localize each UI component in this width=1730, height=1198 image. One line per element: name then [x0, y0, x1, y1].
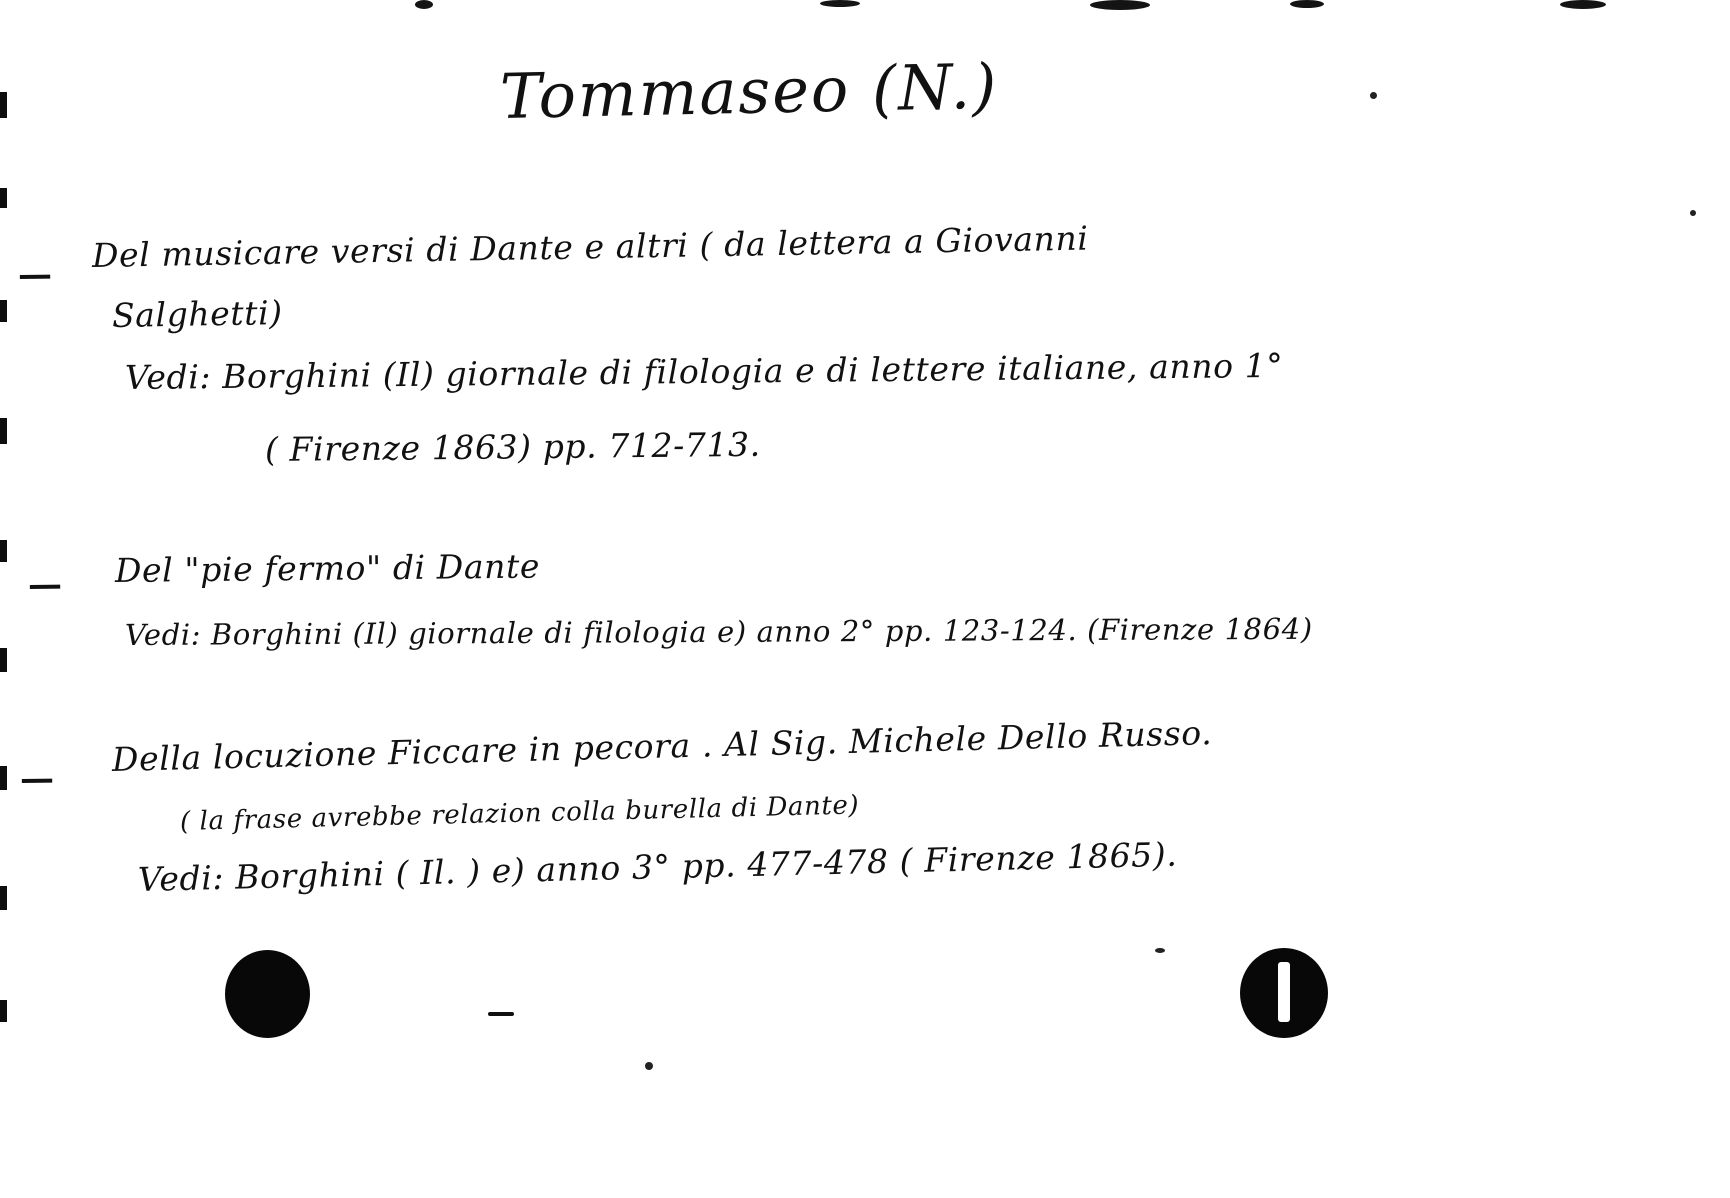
scan-edge-tick [0, 886, 7, 910]
scan-edge-tick [0, 648, 7, 672]
scan-edge-tick [0, 1000, 7, 1022]
scan-edge-tick [0, 766, 7, 790]
entry-line: ( la frase avrebbe relazion colla burella di Dante) [179, 790, 860, 837]
page-title: Tommaseo (N.) [499, 49, 999, 133]
bottom-speck [1155, 948, 1165, 953]
bottom-speck [645, 1062, 653, 1070]
scan-edge-tick [0, 300, 7, 322]
entry-line: Vedi: Borghini (Il) giornale di filologia e) anno 2° pp. 123-124. (Firenze 1864) [124, 611, 1313, 652]
entry-line: Del musicare versi di Dante e altri ( da lettera a Giovanni [91, 218, 1089, 275]
entry-line: Vedi: Borghini ( Il. ) e) anno 3° pp. 477-478 ( Firenze 1865). [137, 834, 1178, 899]
scan-smudge [820, 0, 860, 7]
entry-bullet: — [27, 564, 63, 605]
scan-smudge [415, 0, 433, 9]
bottom-dash-mark [488, 1012, 514, 1016]
scan-smudge [1560, 0, 1606, 9]
entry-line: Del "pie fermo" di Dante [114, 546, 541, 590]
scan-smudge [1090, 0, 1150, 10]
entry-line: Vedi: Borghini (Il) giornale di filologia e di lettere italiane, anno 1° [124, 345, 1284, 397]
entry-bullet: — [17, 254, 53, 295]
punch-mark-left [225, 950, 310, 1038]
scan-speck [1690, 210, 1696, 216]
punch-mark-right-slot [1278, 962, 1290, 1022]
scan-edge-tick [0, 540, 7, 562]
scan-speck [1370, 92, 1377, 99]
entry-line: Salghetti) [111, 293, 284, 335]
scan-smudge [1290, 0, 1324, 8]
entry-bullet: — [19, 758, 55, 799]
scan-edge-tick [0, 92, 7, 118]
entry-line: ( Firenze 1863) pp. 712-713. [264, 424, 761, 469]
scan-edge-tick [0, 418, 7, 444]
entry-line: Della locuzione Ficcare in pecora . Al Sig. Michele Dello Russo. [111, 713, 1213, 779]
scan-edge-tick [0, 188, 7, 208]
